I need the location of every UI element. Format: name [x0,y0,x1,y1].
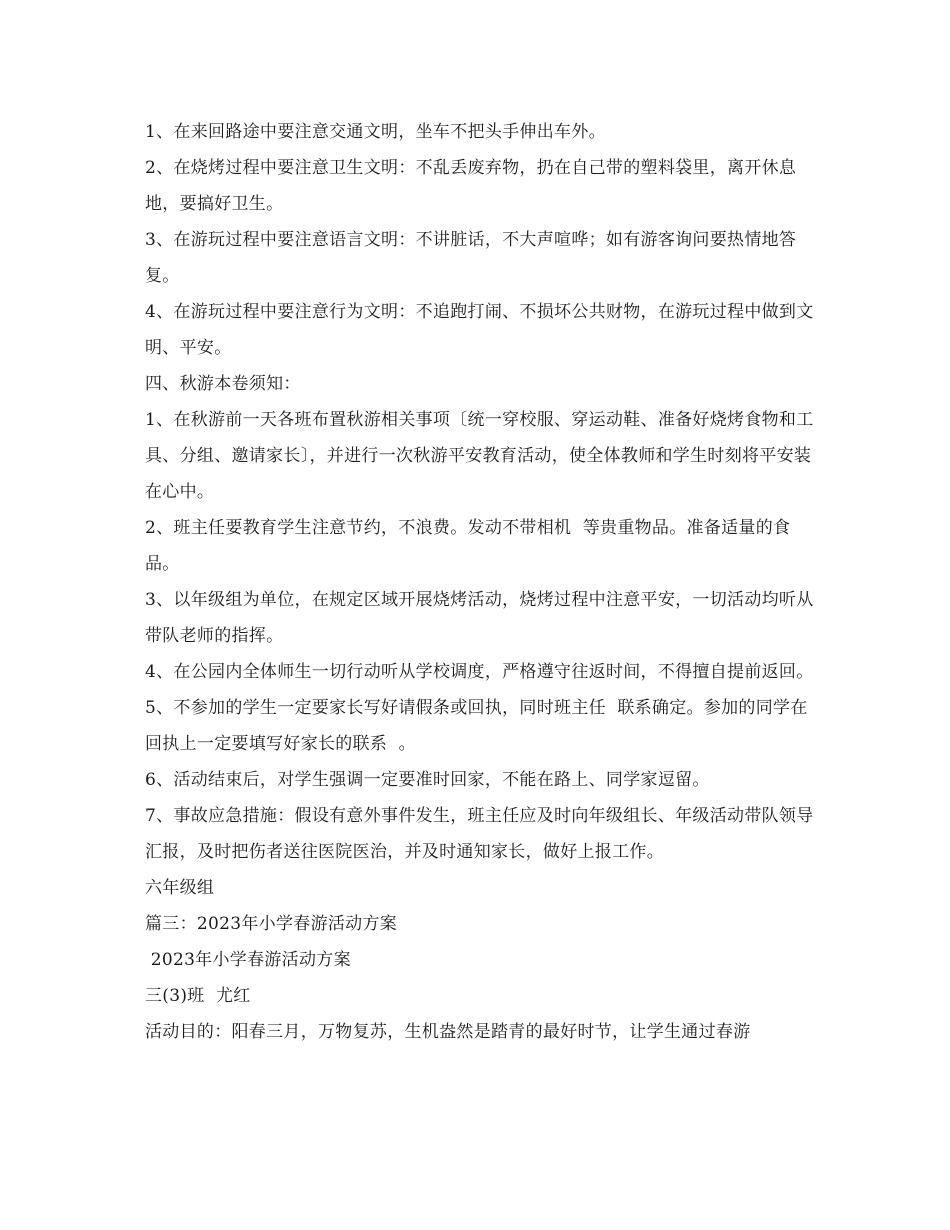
activity-purpose: 活动目的：阳春三月，万物复苏，生机盎然是踏青的最好时节，让学生通过春游 [145,1022,751,1042]
note-1-preparation: 1、在秋游前一天各班布置秋游相关事项〔统一穿校服、穿运动鞋、准备好烧烤食物和工具、分组、邀请家长〕，并进行一次秋游平安教育活动，使全体教师和学生时刻将平安装在心中。 [145,410,814,502]
section-heading-notes: 四、秋游本卷须知： [145,374,301,394]
note-6-return-home: 6、活动结束后，对学生强调一定要准时回家，不能在路上、同学家逗留。 [145,770,710,790]
chapter-heading: 篇三：2023年小学春游活动方案 [145,914,398,934]
document-body [145,114,815,1050]
rule-4-behavior: 4、在游玩过程中要注意行为文明：不追跑打闹、不损坏公共财物，在游玩过程中做到文明、平安。 [145,302,814,358]
plan-author: 三(3)班 尤红 [145,986,251,1006]
signature-grade: 六年级组 [145,878,215,898]
rule-1-traffic: 1、在来回路途中要注意交通文明，坐车不把头手伸出车外。 [145,122,606,142]
rule-2-hygiene: 2、在烧烤过程中要注意卫生文明：不乱丢废弃物，扔在自己带的塑料袋里，离开休息地，要搞好卫生。 [145,158,797,214]
note-3-bbq: 3、以年级组为单位，在规定区域开展烧烤活动，烧烤过程中注意平安，一切活动均听从带队老师的指挥。 [145,590,814,646]
rule-3-language: 3、在游玩过程中要注意语言文明：不讲脏话，不大声喧哗；如有游客询问要热情地答复。 [145,230,797,286]
note-7-emergency: 7、事故应急措施：假设有意外事件发生，班主任应及时向年级组长、年级活动带队领导汇报，及时把伤者送往医院医治，并及时通知家长，做好上报工作。 [145,806,814,862]
note-5-absence: 5、不参加的学生一定要家长写好请假条或回执，同时班主任 联系确定。参加的同学在回执上一定要填写好家长的联系 。 [145,698,808,754]
note-2-thrift: 2、班主任要教育学生注意节约，不浪费。发动不带相机 等贵重物品。准备适量的食品。 [145,518,791,574]
plan-title: 2023年小学春游活动方案 [145,950,351,970]
note-4-schedule: 4、在公园内全体师生一切行动听从学校调度，严格遵守往返时间，不得擅自提前返回。 [145,662,814,682]
